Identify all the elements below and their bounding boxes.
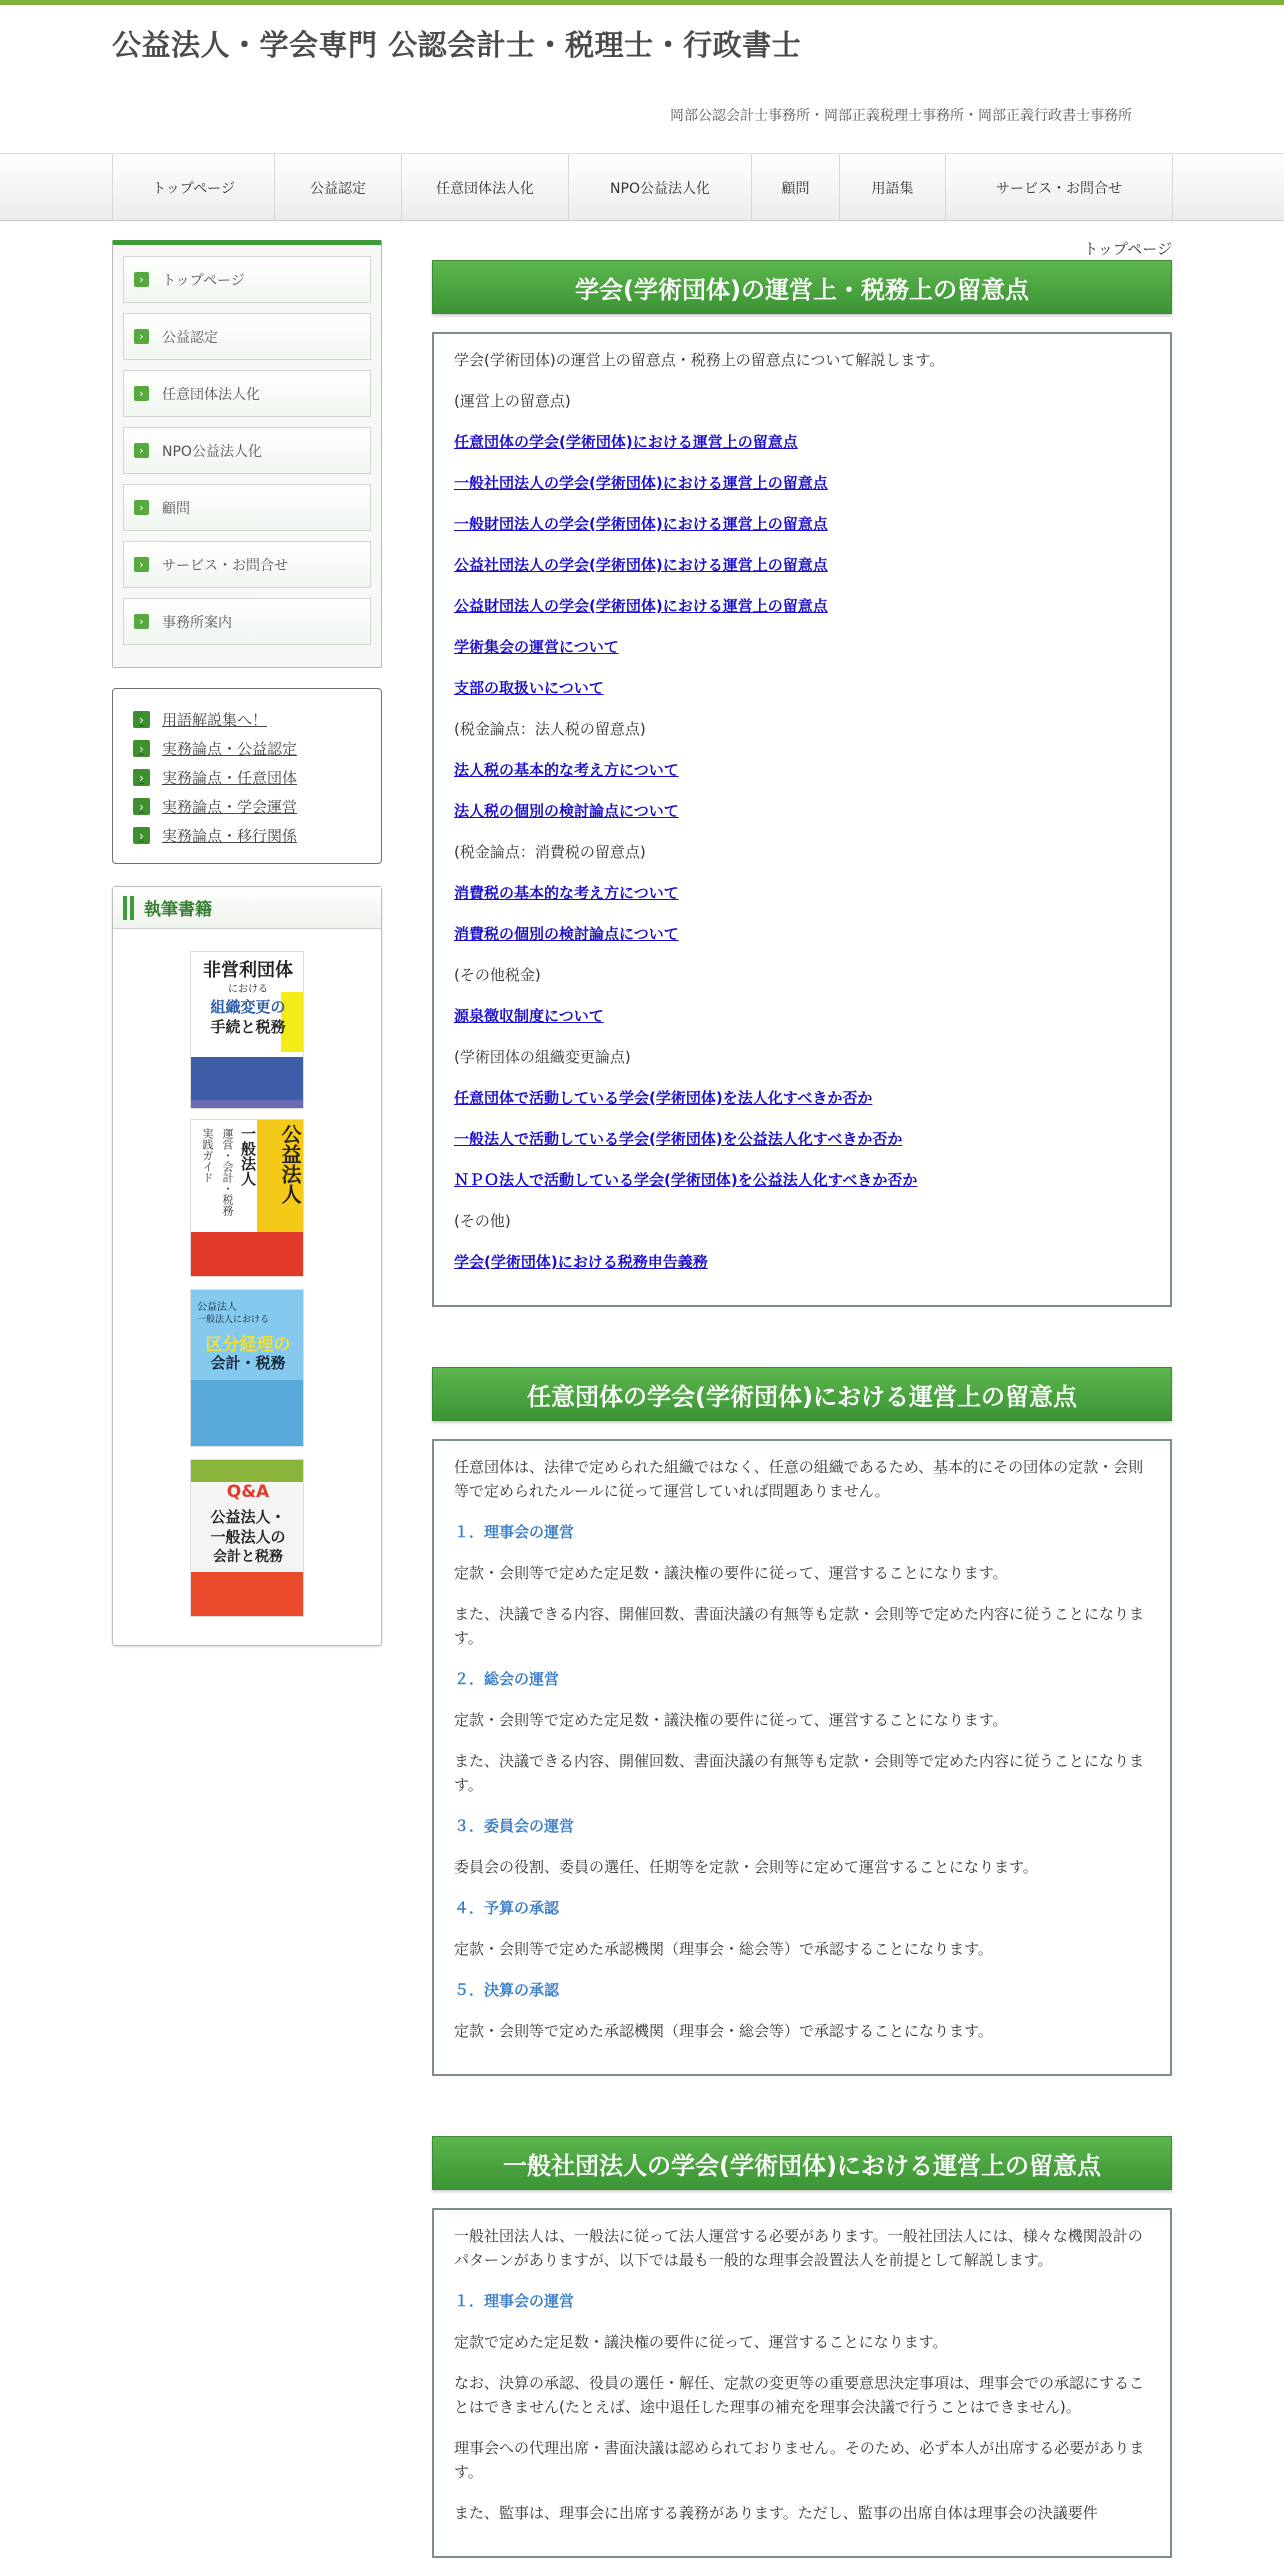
section-title-nin-i-dantai: 任意団体の学会(学術団体)における運営上の留意点 — [432, 1367, 1172, 1421]
nav-item-service-contact[interactable]: サービス・お問合せ — [946, 154, 1173, 222]
arrow-right-icon: › — [133, 740, 150, 757]
sidebar-item-label: 事務所案内 — [162, 614, 232, 631]
sidebar-item-nin-i-dantai[interactable] — [123, 370, 371, 417]
arrow-right-icon: › — [134, 614, 149, 629]
body-paragraph: また、監事は、理事会に出席する義務があります。ただし、監事の出席自体は理事会の決議要件 — [454, 2504, 1098, 2522]
link-label: 実務論点・任意団体 — [162, 769, 298, 787]
content-link[interactable]: 一般法人で活動している学会(学術団体)を公益法人化すべきか否か — [454, 1130, 903, 1148]
site-subtitle: 岡部公認会計士事務所・岡部正義税理士事務所・岡部正義行政書士事務所 — [670, 108, 1132, 124]
body-paragraph: また、決議できる内容、開催回数、書面決議の有無等も定款・会則等で定めた内容に従うことになります。 — [454, 1605, 1145, 1647]
main-content — [432, 240, 1172, 2558]
books-panel — [112, 886, 382, 1646]
subsection-heading: ４．予算の承認 — [454, 1899, 560, 1917]
nav-item-npo[interactable]: NPO公益法人化 — [569, 154, 752, 222]
arrow-right-icon: › — [134, 386, 149, 401]
nav-item-koeki-nintei[interactable]: 公益認定 — [275, 154, 402, 222]
sidebar-item-service-contact[interactable] — [123, 541, 371, 588]
content-link[interactable]: 任意団体の学会(学術団体)における運営上の留意点 — [454, 433, 798, 451]
arrow-right-icon: › — [133, 798, 150, 815]
nav-item-glossary[interactable]: 用語集 — [840, 154, 946, 222]
sidebar-menu — [112, 240, 382, 668]
book-title-line: 一般法人における — [197, 1315, 270, 1325]
content-link[interactable]: 消費税の個別の検討論点について — [454, 925, 679, 943]
content-link[interactable]: 公益社団法人の学会(学術団体)における運営上の留意点 — [454, 556, 828, 574]
book-cover-2[interactable] — [190, 1119, 304, 1277]
content-link[interactable]: 学会(学術団体)における税務申告義務 — [454, 1253, 708, 1271]
subsection-heading: １．理事会の運営 — [454, 2292, 575, 2310]
sidebar-item-label: サービス・お問合せ — [162, 557, 288, 574]
nav-item-nin-i-dantai[interactable]: 任意団体法人化 — [402, 154, 569, 222]
body-paragraph: 委員会の役割、委員の選任、任期等を定款・会則等に定めて運営することになります。 — [454, 1858, 1038, 1876]
subsection-heading: ５．決算の承認 — [454, 1981, 560, 1999]
section-title-ippan-shadan: 一般社団法人の学会(学術団体)における運営上の留意点 — [432, 2136, 1172, 2190]
link-jitsumu-nin-i-dantai[interactable] — [133, 763, 381, 792]
book-title-line: 運営・会計・税務 — [221, 1128, 234, 1216]
sidebar — [112, 240, 382, 1646]
body-paragraph: 定款・会則等で定めた定足数・議決権の要件に従って、運営することになります。 — [454, 1711, 1008, 1729]
section-title-overview: 学会(学術団体)の運営上・税務上の留意点 — [432, 260, 1172, 314]
content-link[interactable]: ＮＰＯ法人で活動している学会(学術団体)を公益法人化すべきか否か — [454, 1171, 918, 1189]
book-title-line: 手続と税務 — [210, 1018, 286, 1036]
content-link[interactable]: 任意団体で活動している学会(学術団体)を法人化すべきか否か — [454, 1089, 873, 1107]
arrow-right-icon: › — [133, 827, 150, 844]
arrow-right-icon: › — [134, 557, 149, 572]
content-link[interactable]: 消費税の基本的な考え方について — [454, 884, 679, 902]
body-paragraph: (その他税金) — [454, 966, 541, 984]
link-jitsumu-iko[interactable] — [133, 821, 381, 850]
body-paragraph: 定款で定めた定足数・議決権の要件に従って、運営することになります。 — [454, 2333, 948, 2351]
subsection-heading: １．理事会の運営 — [454, 1523, 575, 1541]
sidebar-item-top[interactable] — [123, 256, 371, 303]
link-jitsumu-koeki-nintei[interactable] — [133, 734, 381, 763]
sidebar-item-label: 顧問 — [162, 500, 190, 517]
content-link[interactable]: 公益財団法人の学会(学術団体)における運営上の留意点 — [454, 597, 828, 615]
section-box-overview — [432, 332, 1172, 1307]
books-title: 執筆書籍 — [144, 900, 212, 920]
arrow-right-icon: › — [134, 272, 149, 287]
sidebar-item-komon[interactable] — [123, 484, 371, 531]
breadcrumb[interactable]: トップページ — [1083, 240, 1172, 258]
subsection-heading: ３．委員会の運営 — [454, 1817, 575, 1835]
book-title-line: 会計・税務 — [210, 1354, 286, 1372]
link-label: 実務論点・学会運営 — [162, 798, 298, 816]
body-paragraph: 定款・会則等で定めた定足数・議決権の要件に従って、運営することになります。 — [454, 1564, 1008, 1582]
book-title-line: 非営利団体 — [203, 960, 293, 981]
nav-item-komon[interactable]: 顧問 — [752, 154, 840, 222]
site-title[interactable]: 公益法人・学会専門 公認会計士・税理士・行政書士 — [112, 28, 802, 62]
sidebar-item-label: 公益認定 — [162, 329, 218, 346]
body-paragraph: 理事会への代理出席・書面決議は認められておりません。そのため、必ず本人が出席する必要があります。 — [454, 2439, 1145, 2481]
book-title-line: における — [228, 984, 268, 995]
book-title-line: 一般法人 — [239, 1126, 257, 1186]
arrow-right-icon: › — [133, 769, 150, 786]
body-paragraph: 一般社団法人は、一般法に従って法人運営する必要があります。一般社団法人には、様々な機関設計のパターンがありますが、以下では最も一般的な理事会設置法人を前提として解説します。 — [454, 2227, 1143, 2269]
heading-bar-icon — [123, 896, 127, 920]
arrow-right-icon: › — [134, 329, 149, 344]
content-link[interactable]: 法人税の個別の検討論点について — [454, 802, 679, 820]
section-box-ippan-shadan — [432, 2208, 1172, 2558]
book-cover-4[interactable] — [190, 1459, 304, 1617]
link-label: 用語解説集へ！ — [162, 711, 268, 729]
body-paragraph: (学術団体の組織変更論点) — [454, 1048, 631, 1066]
content-link[interactable]: 源泉徴収制度について — [454, 1007, 604, 1025]
body-paragraph: 学会(学術団体)の運営上の留意点・税務上の留意点について解説します。 — [454, 351, 945, 369]
content-link[interactable]: 一般社団法人の学会(学術団体)における運営上の留意点 — [454, 474, 828, 492]
content-link[interactable]: 一般財団法人の学会(学術団体)における運営上の留意点 — [454, 515, 828, 533]
book-title-line: 一般法人の — [210, 1528, 286, 1546]
body-paragraph: 定款・会則等で定めた承認機関（理事会・総会等）で承認することになります。 — [454, 2022, 993, 2040]
body-paragraph: (税金論点：法人税の留意点) — [454, 720, 646, 738]
body-paragraph: (運営上の留意点) — [454, 392, 571, 410]
sidebar-item-npo[interactable] — [123, 427, 371, 474]
arrow-right-icon: › — [133, 711, 150, 728]
section-box-nin-i-dantai — [432, 1439, 1172, 2076]
content-link[interactable]: 法人税の基本的な考え方について — [454, 761, 679, 779]
sidebar-item-koeki-nintei[interactable] — [123, 313, 371, 360]
book-cover-1[interactable] — [190, 951, 304, 1109]
body-paragraph: (その他) — [454, 1212, 511, 1230]
body-paragraph: (税金論点：消費税の留意点) — [454, 843, 646, 861]
content-link[interactable]: 支部の取扱いについて — [454, 679, 604, 697]
book-title-line: 公益法人 — [197, 1302, 237, 1313]
heading-bar-icon — [130, 896, 134, 920]
nav-item-top[interactable]: トップページ — [113, 154, 275, 222]
global-nav — [0, 153, 1284, 221]
book-title-line: 会計と税務 — [213, 1549, 283, 1565]
books-heading — [113, 887, 381, 929]
arrow-right-icon: › — [134, 500, 149, 515]
book-title-line: 公益法人・ — [210, 1508, 286, 1526]
site-header — [0, 5, 1284, 153]
book-cover-3[interactable] — [190, 1289, 304, 1447]
link-label: 実務論点・移行関係 — [162, 827, 298, 845]
body-paragraph: また、決議できる内容、開催回数、書面決議の有無等も定款・会則等で定めた内容に従うことになります。 — [454, 1752, 1145, 1794]
link-jitsumu-gakkai[interactable] — [133, 792, 381, 821]
sidebar-link-box — [112, 688, 382, 864]
book-title-line: 公益法人 — [278, 1124, 302, 1204]
book-title-line: Q&A — [226, 1482, 270, 1502]
link-glossary[interactable] — [133, 705, 381, 734]
subsection-heading: ２．総会の運営 — [454, 1670, 560, 1688]
content-link[interactable]: 学術集会の運営について — [454, 638, 619, 656]
book-title-line: 実践ガイド — [201, 1128, 214, 1183]
body-paragraph: なお、決算の承認、役員の選任・解任、定款の変更等の重要意思決定事項は、理事会での承認にすることはできません(たとえば、途中退任した理事の補充を理事会決議で行うことはできません)。 — [454, 2374, 1145, 2416]
book-title-line: 区分経理の — [205, 1335, 291, 1355]
arrow-right-icon: › — [134, 443, 149, 458]
sidebar-item-label: トップページ — [162, 272, 245, 289]
link-label: 実務論点・公益認定 — [162, 740, 298, 758]
body-paragraph: 任意団体は、法律で定められた組織ではなく、任意の組織であるため、基本的にその団体の定款・会則等で定められたルールに従って運営していれば問題ありません。 — [454, 1458, 1144, 1500]
body-paragraph: 定款・会則等で定めた承認機関（理事会・総会等）で承認することになります。 — [454, 1940, 993, 1958]
sidebar-item-label: NPO公益法人化 — [162, 443, 262, 460]
sidebar-item-label: 任意団体法人化 — [162, 386, 260, 403]
book-title-line: 組織変更の — [210, 998, 286, 1016]
sidebar-item-office[interactable] — [123, 598, 371, 645]
